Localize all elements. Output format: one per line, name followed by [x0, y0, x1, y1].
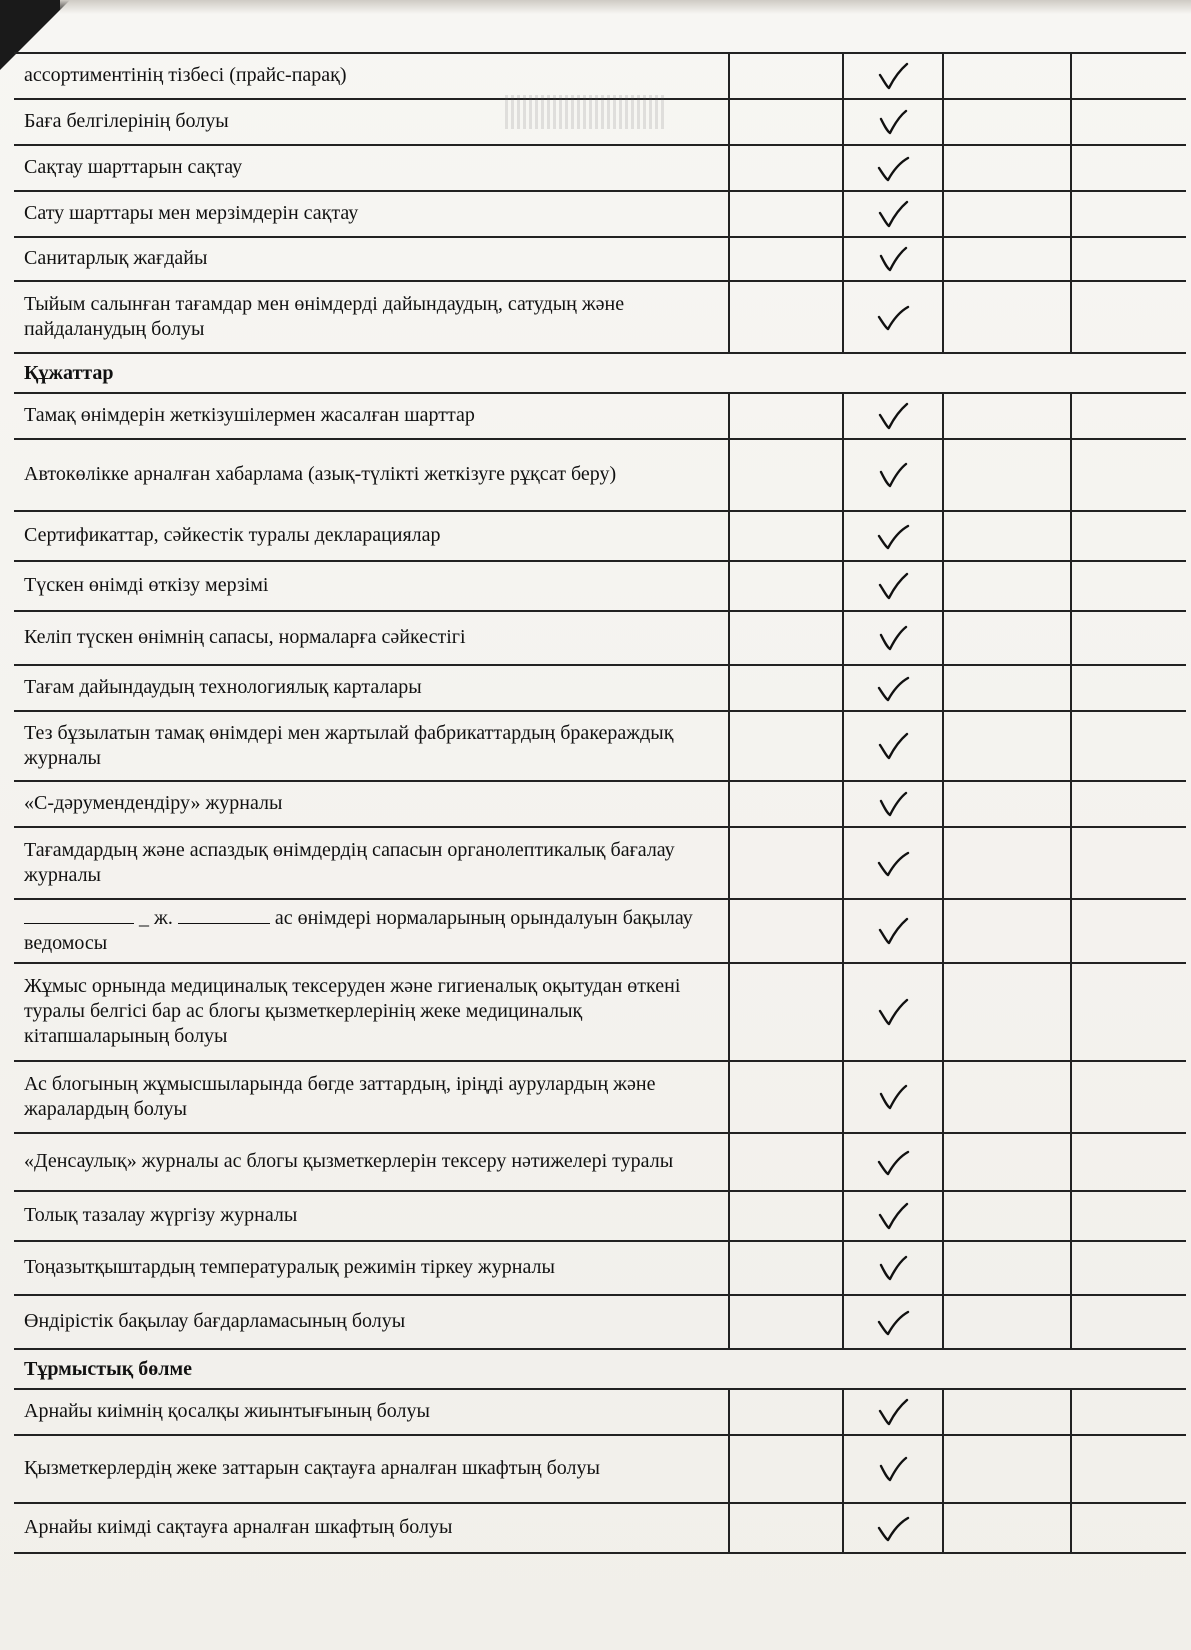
- checkmark-icon: [876, 789, 910, 819]
- checkmark-icon: [876, 1253, 910, 1283]
- cell-col-1: [730, 1390, 844, 1434]
- table-row: [14, 512, 1186, 562]
- cell-col-check: [844, 1504, 944, 1552]
- table-row-vedomost: [14, 900, 1186, 964]
- cell-col-4: [1072, 1242, 1186, 1294]
- checkmark-icon: [876, 571, 910, 601]
- checkmark-icon: [876, 1513, 910, 1543]
- row-label-tail: ас өнімдері нормаларының орындалуын бақылау ведомосы: [24, 907, 693, 954]
- table-group-household: [14, 1390, 1186, 1554]
- row-label: Тағам дайындаудың технологиялық карталары: [14, 666, 730, 710]
- cell-col-3: [944, 612, 1072, 664]
- cell-col-4: [1072, 282, 1186, 352]
- table-row: [14, 1192, 1186, 1242]
- row-label: Қызметкерлердің жеке заттарын сақтауға арналған шкафтың болуы: [14, 1436, 730, 1502]
- table-row: [14, 1504, 1186, 1554]
- checkmark-icon: [876, 107, 910, 137]
- cell-col-4: [1072, 712, 1186, 780]
- cell-col-3: [944, 1242, 1072, 1294]
- table-row: [14, 782, 1186, 828]
- cell-col-check: [844, 964, 944, 1060]
- row-label: Тез бұзылатын тамақ өнімдері мен жартылай фабрикаттардың бракераждық журналы: [14, 712, 730, 780]
- cell-col-1: [730, 562, 844, 610]
- row-label: Арнайы киімнің қосалқы жиынтығының болуы: [14, 1390, 730, 1434]
- cell-col-3: [944, 782, 1072, 826]
- cell-col-3: [944, 192, 1072, 236]
- cell-col-4: [1072, 512, 1186, 560]
- checkmark-icon: [876, 731, 910, 761]
- table-row: [14, 828, 1186, 900]
- cell-col-3: [944, 828, 1072, 898]
- row-label: [14, 900, 730, 962]
- cell-col-3: [944, 512, 1072, 560]
- section-heading-household: Тұрмыстық бөлме: [14, 1350, 1186, 1390]
- row-label: Санитарлық жағдайы: [14, 238, 730, 280]
- cell-col-check: [844, 900, 944, 962]
- row-label: Баға белгілерінің болуы: [14, 100, 730, 144]
- cell-col-4: [1072, 54, 1186, 98]
- row-label: Сертификаттар, сәйкестік туралы декларациялар: [14, 512, 730, 560]
- checkmark-icon: [876, 1454, 910, 1484]
- table-row: [14, 562, 1186, 612]
- table-row: [14, 1134, 1186, 1192]
- cell-col-3: [944, 900, 1072, 962]
- checkmark-icon: [876, 153, 910, 183]
- row-label: Сақтау шарттарын сақтау: [14, 146, 730, 190]
- checklist-table: [14, 52, 1186, 1554]
- cell-col-4: [1072, 666, 1186, 710]
- table-group-documents: [14, 394, 1186, 900]
- table-row: [14, 1242, 1186, 1296]
- checkmark-icon: [876, 623, 910, 653]
- cell-col-check: [844, 1062, 944, 1132]
- table-row: [14, 1062, 1186, 1134]
- cell-col-4: [1072, 900, 1186, 962]
- cell-col-1: [730, 712, 844, 780]
- row-label: Тыйым салынған тағамдар мен өнімдерді дайындаудың, сатудың және пайдаланудың болуы: [14, 282, 730, 352]
- table-row: [14, 440, 1186, 512]
- cell-col-check: [844, 712, 944, 780]
- cell-col-1: [730, 512, 844, 560]
- checkmark-icon: [876, 244, 910, 274]
- cell-col-1: [730, 146, 844, 190]
- table-row: [14, 612, 1186, 666]
- checkmark-icon: [876, 673, 910, 703]
- checkmark-icon: [876, 61, 910, 91]
- cell-col-3: [944, 1436, 1072, 1502]
- cell-col-1: [730, 1242, 844, 1294]
- cell-col-3: [944, 1192, 1072, 1240]
- table-row: [14, 1296, 1186, 1350]
- row-label: Ас блогының жұмысшыларында бөгде заттардың, іріңді аурулардың және жаралардың болуы: [14, 1062, 730, 1132]
- checkmark-icon: [876, 1397, 910, 1427]
- row-label: «С-дәрумендендіру» журналы: [14, 782, 730, 826]
- row-label-mid: _ ж.: [139, 907, 173, 929]
- cell-col-check: [844, 1192, 944, 1240]
- cell-col-1: [730, 238, 844, 280]
- cell-col-check: [844, 440, 944, 510]
- row-label: Автокөлікке арналған хабарлама (азық-түлікті жеткізуге рұқсат беру): [14, 440, 730, 510]
- cell-col-4: [1072, 440, 1186, 510]
- cell-col-4: [1072, 1390, 1186, 1434]
- cell-col-3: [944, 1504, 1072, 1552]
- cell-col-check: [844, 1390, 944, 1434]
- section-heading-documents: Құжаттар: [14, 354, 1186, 394]
- cell-col-1: [730, 1134, 844, 1190]
- table-group-part3: [14, 964, 1186, 1350]
- cell-col-4: [1072, 1134, 1186, 1190]
- cell-col-4: [1072, 828, 1186, 898]
- cell-col-1: [730, 782, 844, 826]
- row-label: ассортиментінің тізбесі (прайс-парақ): [14, 54, 730, 98]
- table-row: [14, 712, 1186, 782]
- cell-col-3: [944, 146, 1072, 190]
- cell-col-3: [944, 394, 1072, 438]
- table-row: [14, 1390, 1186, 1436]
- table-row: [14, 964, 1186, 1062]
- row-label: Түскен өнімді өткізу мерзімі: [14, 562, 730, 610]
- cell-col-4: [1072, 1296, 1186, 1348]
- checkmark-icon: [876, 1307, 910, 1337]
- cell-col-3: [944, 238, 1072, 280]
- cell-col-4: [1072, 1504, 1186, 1552]
- row-label: Толық тазалау жүргізу журналы: [14, 1192, 730, 1240]
- checkmark-icon: [876, 199, 910, 229]
- cell-col-4: [1072, 1436, 1186, 1502]
- cell-col-check: [844, 282, 944, 352]
- cell-col-check: [844, 782, 944, 826]
- checkmark-icon: [876, 1201, 910, 1231]
- fill-in-blank: [178, 905, 270, 924]
- cell-col-check: [844, 54, 944, 98]
- table-row: [14, 1436, 1186, 1504]
- checkmark-icon: [876, 401, 910, 431]
- cell-col-1: [730, 1062, 844, 1132]
- cell-col-check: [844, 1134, 944, 1190]
- cell-col-1: [730, 828, 844, 898]
- cell-col-3: [944, 1062, 1072, 1132]
- faded-stamp: [505, 95, 665, 129]
- row-label: Тоңазытқыштардың температуралық режимін тіркеу журналы: [14, 1242, 730, 1294]
- cell-col-check: [844, 1296, 944, 1348]
- row-label: «Денсаулық» журналы ас блогы қызметкерлерін тексеру нәтижелері туралы: [14, 1134, 730, 1190]
- cell-col-check: [844, 1436, 944, 1502]
- cell-col-4: [1072, 964, 1186, 1060]
- cell-col-3: [944, 1390, 1072, 1434]
- cell-col-1: [730, 282, 844, 352]
- cell-col-1: [730, 900, 844, 962]
- cell-col-3: [944, 666, 1072, 710]
- cell-col-1: [730, 440, 844, 510]
- cell-col-4: [1072, 1192, 1186, 1240]
- table-row: [14, 394, 1186, 440]
- cell-col-1: [730, 1296, 844, 1348]
- checkmark-icon: [876, 848, 910, 878]
- cell-col-1: [730, 394, 844, 438]
- cell-col-1: [730, 1504, 844, 1552]
- cell-col-3: [944, 562, 1072, 610]
- cell-col-check: [844, 100, 944, 144]
- checkmark-icon: [876, 521, 910, 551]
- cell-col-check: [844, 146, 944, 190]
- cell-col-1: [730, 100, 844, 144]
- cell-col-1: [730, 1436, 844, 1502]
- cell-col-3: [944, 712, 1072, 780]
- cell-col-3: [944, 282, 1072, 352]
- cell-col-check: [844, 562, 944, 610]
- row-label: Сату шарттары мен мерзімдерін сақтау: [14, 192, 730, 236]
- row-label: Жұмыс орнында медициналық тексеруден және гигиеналық оқытудан өткені туралы белгісі бар ас блогы қызметкерлерінің жеке медициналық кітапшаларының болуы: [14, 964, 730, 1060]
- cell-col-4: [1072, 1062, 1186, 1132]
- cell-col-check: [844, 238, 944, 280]
- cell-col-4: [1072, 238, 1186, 280]
- checkmark-icon: [876, 460, 910, 490]
- cell-col-1: [730, 1192, 844, 1240]
- cell-col-1: [730, 192, 844, 236]
- cell-col-check: [844, 612, 944, 664]
- cell-col-3: [944, 1296, 1072, 1348]
- cell-col-4: [1072, 146, 1186, 190]
- table-row: [14, 666, 1186, 712]
- row-label: Арнайы киімді сақтауға арналған шкафтың болуы: [14, 1504, 730, 1552]
- cell-col-3: [944, 1134, 1072, 1190]
- row-label: Тағамдардың және аспаздық өнімдердің сапасын органолептикалық бағалау журналы: [14, 828, 730, 898]
- checkmark-icon: [876, 302, 910, 332]
- cell-col-1: [730, 666, 844, 710]
- cell-col-4: [1072, 394, 1186, 438]
- cell-col-check: [844, 828, 944, 898]
- row-label: Тамақ өнімдерін жеткізушілермен жасалған шарттар: [14, 394, 730, 438]
- cell-col-4: [1072, 562, 1186, 610]
- row-label: Өндірістік бақылау бағдарламасының болуы: [14, 1296, 730, 1348]
- cell-col-check: [844, 1242, 944, 1294]
- checkmark-icon: [876, 997, 910, 1027]
- cell-col-1: [730, 612, 844, 664]
- checkmark-icon: [876, 1082, 910, 1112]
- cell-col-4: [1072, 100, 1186, 144]
- row-label: Келіп түскен өнімнің сапасы, нормаларға сәйкестігі: [14, 612, 730, 664]
- table-row: [14, 282, 1186, 354]
- cell-col-4: [1072, 192, 1186, 236]
- cell-col-check: [844, 394, 944, 438]
- cell-col-check: [844, 666, 944, 710]
- cell-col-check: [844, 512, 944, 560]
- scan-top-edge: [60, 0, 1191, 14]
- cell-col-4: [1072, 782, 1186, 826]
- cell-col-1: [730, 54, 844, 98]
- table-row: [14, 54, 1186, 100]
- table-row: [14, 238, 1186, 282]
- cell-col-1: [730, 964, 844, 1060]
- cell-col-check: [844, 192, 944, 236]
- cell-col-3: [944, 440, 1072, 510]
- cell-col-4: [1072, 612, 1186, 664]
- checkmark-icon: [876, 1147, 910, 1177]
- cell-col-3: [944, 964, 1072, 1060]
- table-row: [14, 192, 1186, 238]
- cell-col-3: [944, 54, 1072, 98]
- cell-col-3: [944, 100, 1072, 144]
- fill-in-blank: [24, 905, 134, 924]
- checkmark-icon: [876, 916, 910, 946]
- table-row: [14, 146, 1186, 192]
